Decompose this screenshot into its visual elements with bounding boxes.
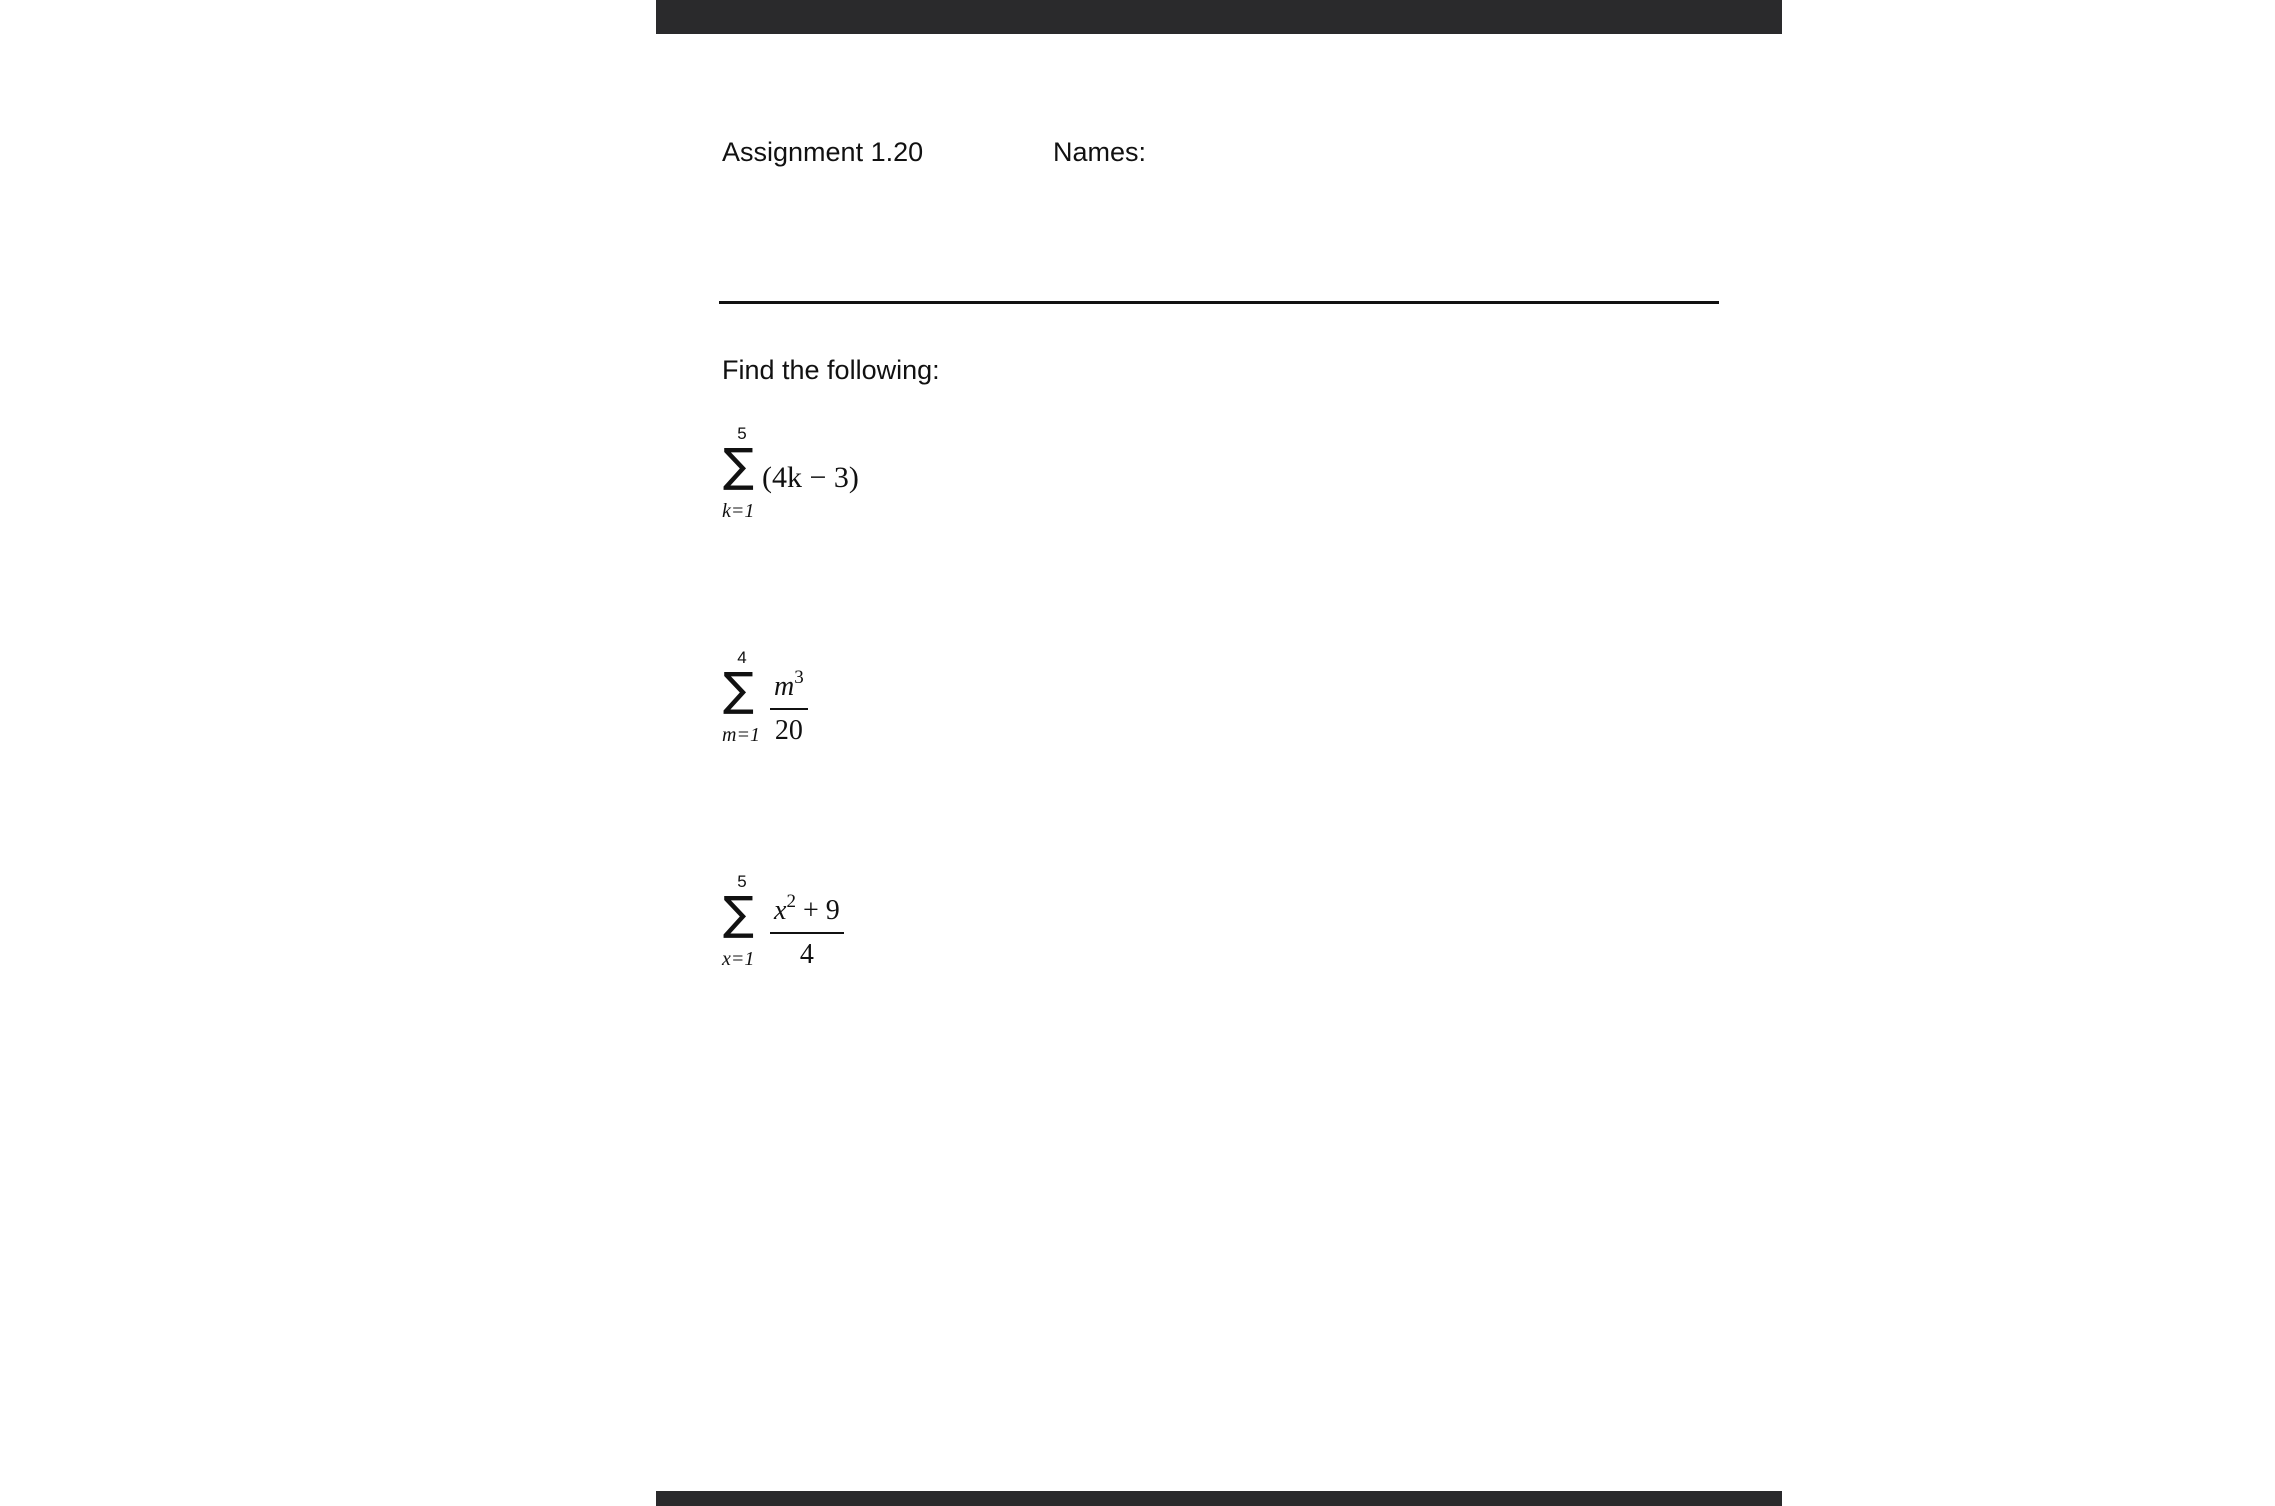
numerator-rest: + 9 [795, 895, 840, 926]
numerator-base: x [774, 895, 787, 926]
page-bottom-bar [656, 1491, 1782, 1506]
problem-3 [722, 872, 1022, 992]
fraction-numerator [770, 891, 844, 934]
summation-upper-limit: 5 [737, 424, 747, 443]
summation-lower-limit: x=1 [722, 948, 755, 970]
sigma-icon: ∑ [723, 438, 754, 492]
header-divider [719, 301, 1719, 304]
sigma-icon: ∑ [723, 662, 754, 716]
numerator-base: m [774, 671, 795, 702]
numerator-exponent: 2 [786, 891, 796, 912]
instruction-text: Find the following: [722, 355, 940, 385]
summation-2 [722, 648, 774, 768]
summand-expression: (4k − 3) [762, 461, 859, 494]
summand-fraction [770, 667, 808, 748]
fraction-denominator: 20 [774, 715, 803, 746]
summation-upper-limit: 5 [737, 872, 747, 891]
assignment-title: Assignment 1.20 [722, 137, 924, 167]
names-label: Names: [1053, 137, 1147, 167]
document-page [656, 34, 1782, 1491]
page-top-bar [656, 0, 1782, 34]
summation-upper-limit: 4 [737, 648, 747, 667]
summation-lower-limit: m=1 [722, 724, 760, 746]
sigma-icon: ∑ [723, 886, 754, 940]
numerator-exponent: 3 [794, 667, 804, 688]
fraction-numerator [770, 667, 808, 710]
summation-3 [722, 872, 774, 992]
fraction-denominator: 4 [799, 939, 814, 970]
summation-lower-limit: k=1 [722, 500, 755, 522]
summand-fraction [770, 891, 844, 972]
problem-2 [722, 648, 1022, 768]
problem-1 [722, 424, 1022, 544]
